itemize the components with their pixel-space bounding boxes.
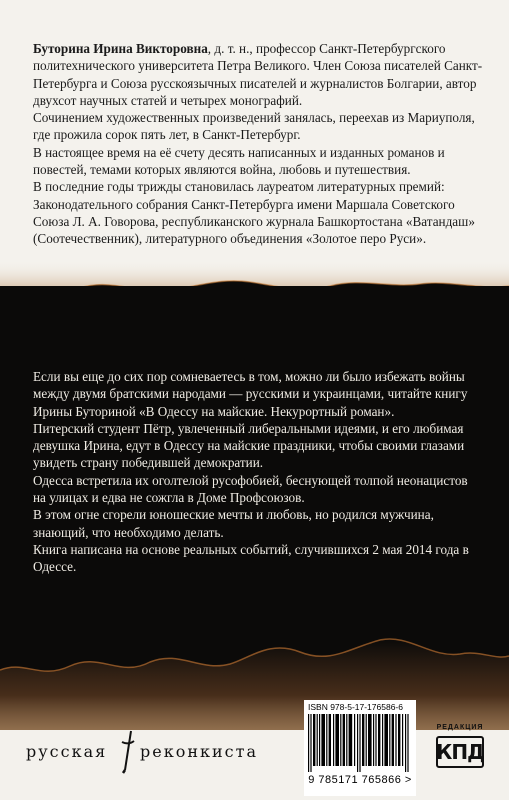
publisher-label: РЕДАКЦИЯ xyxy=(436,724,484,731)
barcode-icon xyxy=(308,714,410,772)
author-name: Буторина Ирина Викторовна xyxy=(33,41,208,56)
annotation-paragraph-5: Книга написана на основе реальных событий, случившихся 2 мая 2014 года в Одессе. xyxy=(33,541,469,575)
isbn-barcode xyxy=(304,700,416,796)
author-bio xyxy=(33,40,483,248)
sword-icon xyxy=(120,730,136,774)
annotation-paragraph-2: Питерский студент Пётр, увлеченный либеральными идеями, и его любимая девушка Ирина, едут в Одессу на майские праздники, чтобы своими глазами увидеть страну победившей демократии. xyxy=(33,420,465,471)
publisher-logo xyxy=(435,724,485,782)
barcode-number: 9 785171 765866 > xyxy=(308,774,412,786)
annotation-paragraph-4: В этом огне сгорели юношеские мечты и любовь, но родился мужчина, знающий, что необходимо делать. xyxy=(33,507,434,540)
annotation-paragraph-3: Одесса встретила их оголтелой русофобией, беснующей толпой неонацистов на улицах и едва не сожгла в Доме Профсоюзов. xyxy=(33,472,468,506)
annotation-paragraph-1: Если вы еще до сих пор сомневаетесь в том, можно ли было избежать войны между двумя братскими народами — русскими и украинцами, читайте книгу Ирины Буториной «В Одессу на майские. Некурортный роман». xyxy=(33,369,468,419)
series-word-2: реконкиста xyxy=(140,742,259,761)
bio-paragraph-1-text: , д. т. н., профессор Санкт-Петербургского политехнического университета Петра Великого. Член Союза писателей Санкт-Петербурга и Союза русскоязычных писателей и журналистов Болгарии, автор двухсот научных статей и четырех монографий. xyxy=(33,41,483,108)
bio-paragraph-1 xyxy=(33,40,483,109)
isbn-label: ISBN 978-5-17-176586-6 xyxy=(308,702,403,712)
bio-paragraph-3: В настоящее время на её счету десять написанных и изданных романов и повестей, темами которых являются война, любовь и путешествия. xyxy=(33,144,445,178)
series-word-1: русская xyxy=(26,742,108,761)
bio-paragraph-2: Сочинением художественных произведений занялась, переехав из Мариуполя, где прожила сорок пять лет, в Санкт-Петербург. xyxy=(33,110,475,143)
bio-paragraph-4: В последние годы трижды становилась лауреатом литературных премий: Законодательного собрания Санкт-Петербурга имени Маршала Советского Союза Л. А. Говорова, республиканского журнала Башкортостана «Ватандаш» (Соотечественник), литературного объединения «Золотое перо Руси». xyxy=(33,179,475,247)
publisher-mark: КПД xyxy=(436,736,484,768)
book-annotation xyxy=(33,368,483,576)
series-logo xyxy=(26,730,259,780)
